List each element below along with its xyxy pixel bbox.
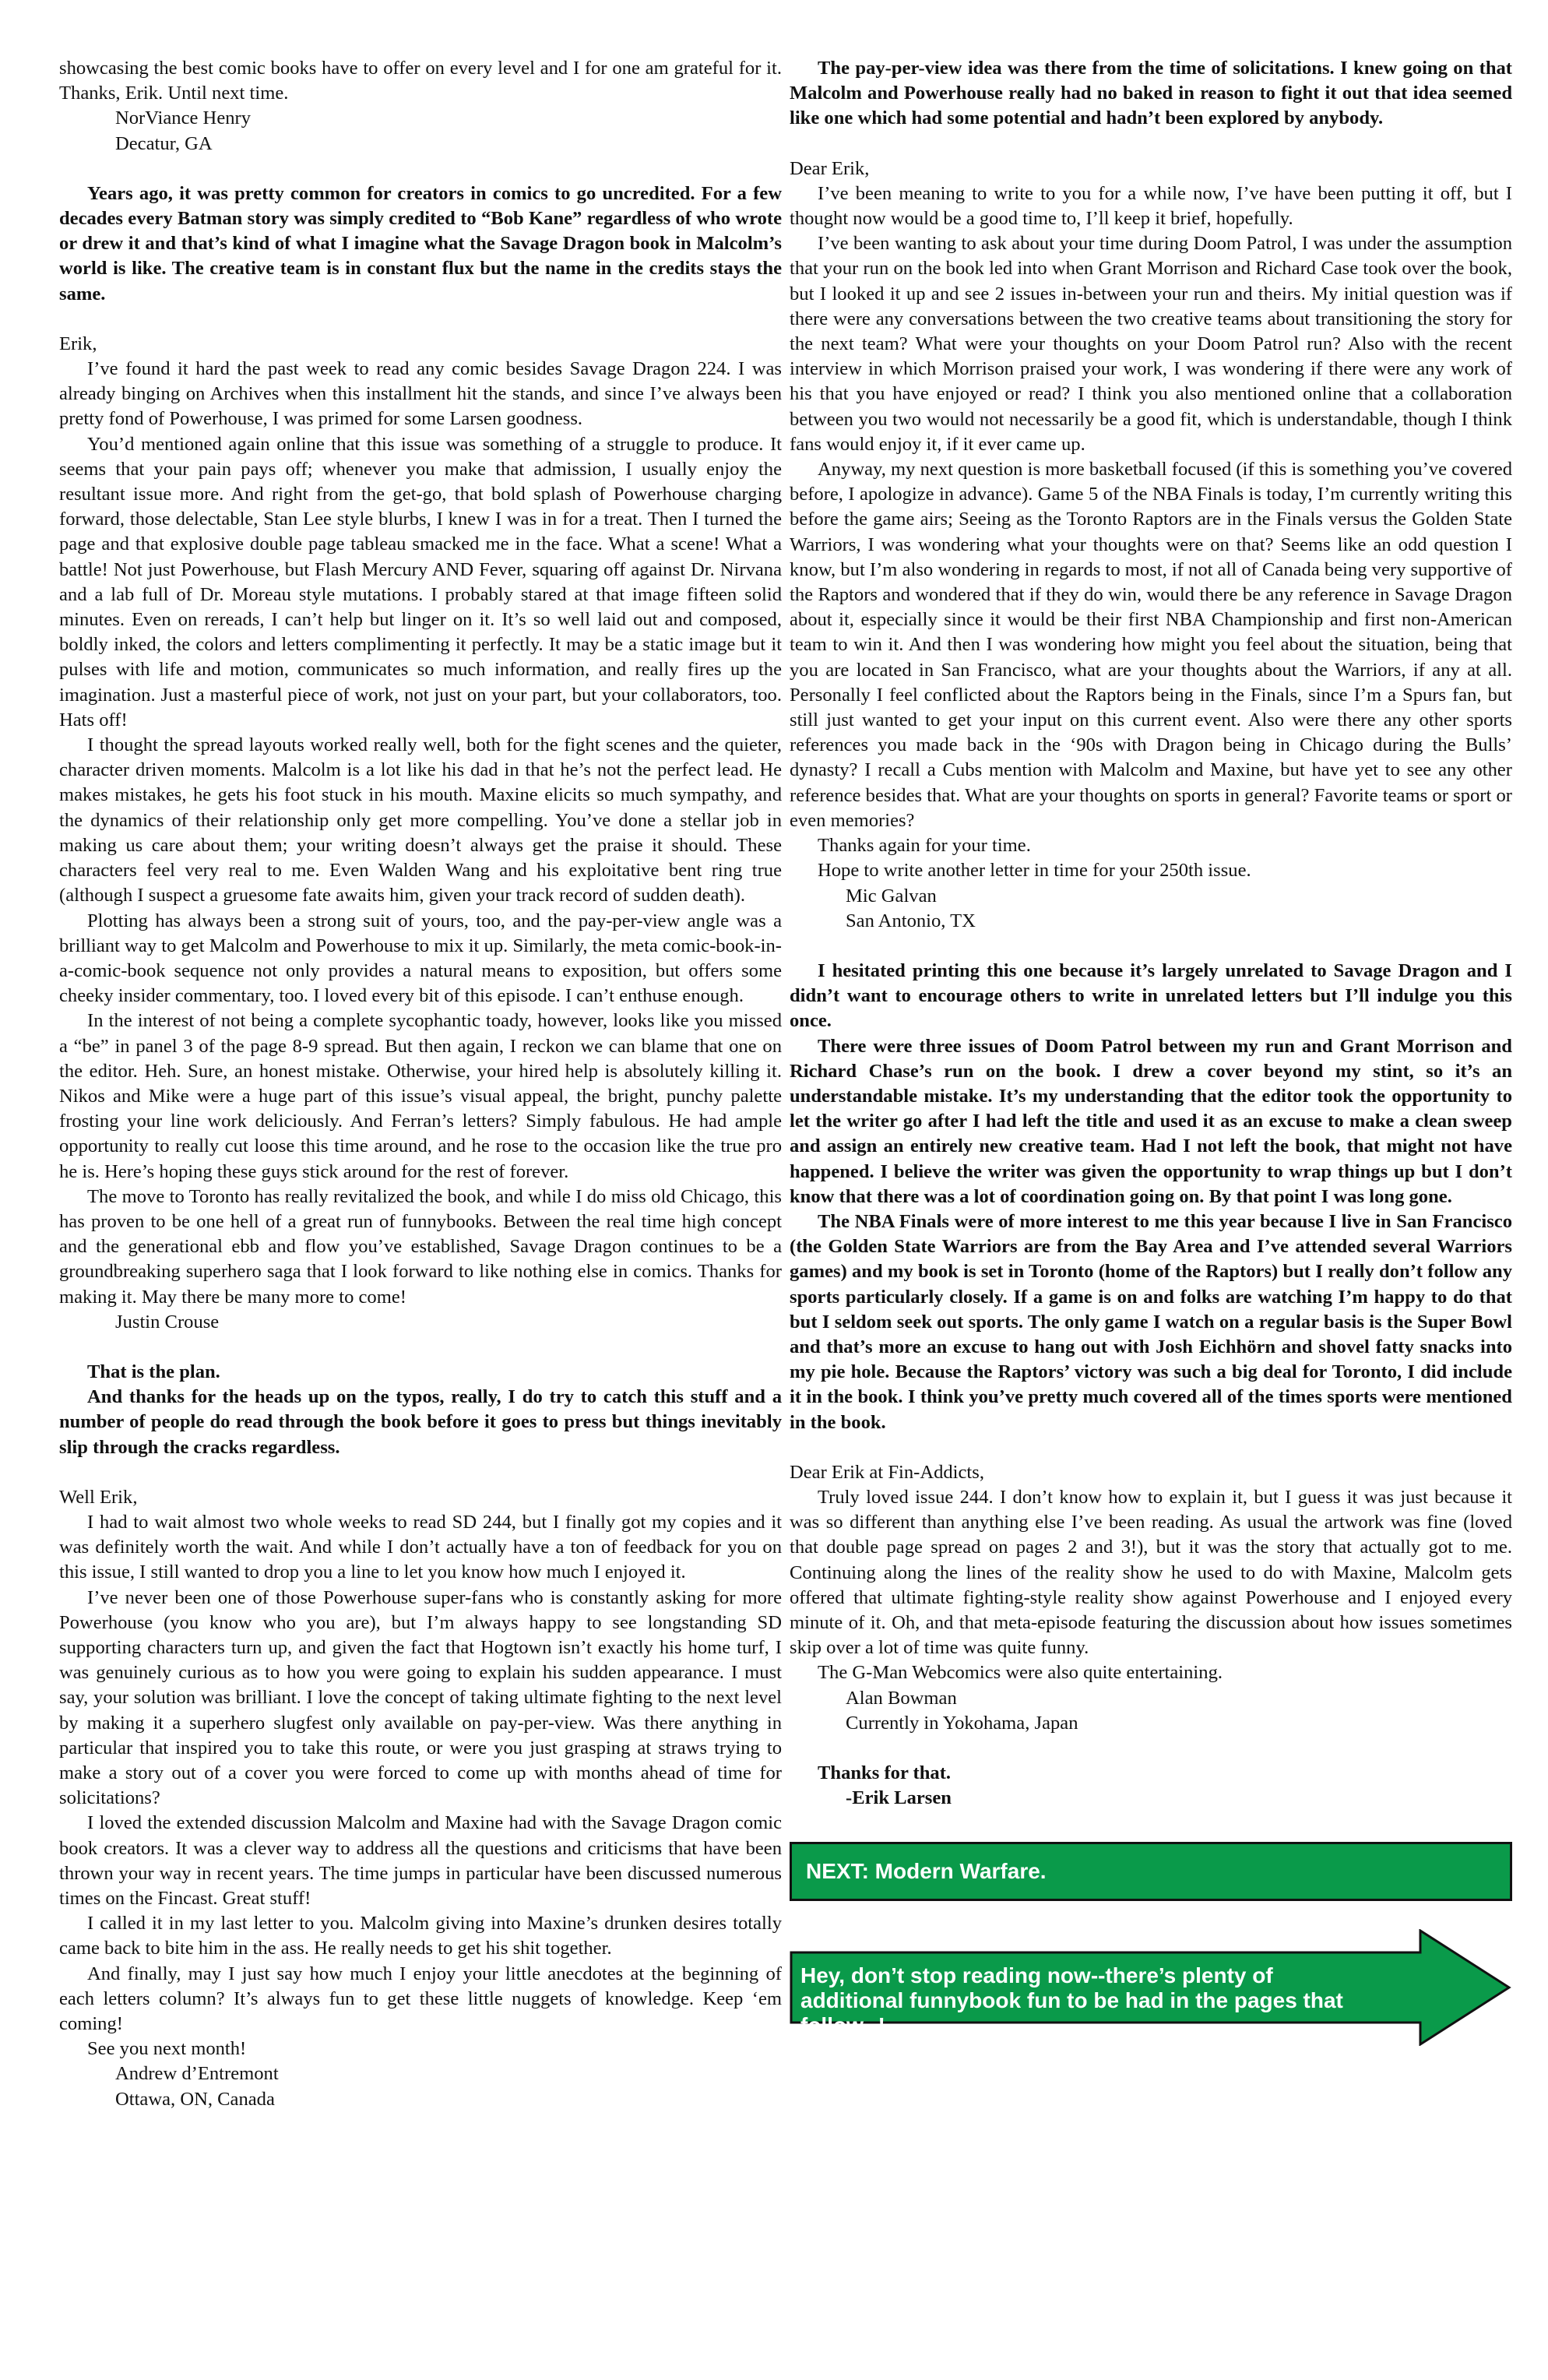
letter-salutation: Dear Erik, [790,157,870,179]
editor-reply-paragraph: And thanks for the heads up on the typos, really, I do try to catch this stuff and a number of people do read through the book before it goes to press but things inevitably slip through the cracks regardless. [59,1386,782,1458]
letter-paragraph: You’d mentioned again online that this issue was something of a struggle to produce. It seems that your pain pays off; whenever you make that admission, I usually enjoy the resultant issue more. And right from the get-go, that bold splash of Powerhouse charging forward, those delectable, Stan Lee style blurbs, I knew I was in for a treat. Then I turned the page and that explosive double page tableau smacked me in the face. What a scene! What a battle! Not just Powerhouse, but Flash Mercury AND Fever, squaring off against Dr. Nirvana and a lab full of Dr. Moreau style mutations. I probably stared at that image fifteen solid minutes. Even on rereads, I can’t help but linger on it. It’s so well laid out and composed, boldly inked, the colors and letters complimenting it perfectly. It may be a static image but it pulses with life and motion, communicates so much information, and really fires up the imagination. Just a masterful piece of work, not just on your part, but your collaborators, too. Hats off! [59,433,782,731]
editor-reply-paragraph: The pay-per-view idea was there from the time of solicitations. I knew going on that Malcolm and Powerhouse really had no baked in reason to fight it out that idea seemed like one which had some potential and hadn’t been explored by anybody. [790,58,1512,129]
paragraph-gap [59,1460,782,1485]
letter-paragraph: Anyway, my next question is more basketball focused (if this is something you’ve covered before, I apologize in advance). Game 5 of the NBA Finals is today, I’m currently writing this before the game airs; Seeing as the Toronto Raptors are in the Finals versus the Golden State Warriors, I was wondering what your thoughts were on that? Seems like an odd question I know, but I’m also wondering in regards to most, if not all of Canada being very supportive of the Raptors and wondered that if they do win, would there be any reference in Savage Dragon about it, especially since it would be their first NBA Championship and first non-American team to win it. And then I was wondering how might you feel about the situation, being that you are located in San Francisco, what are your thoughts about the Warriors, if any at all. Personally I feel conflicted about the Raptors being in the Finals, since I’m a Spurs fan, but still just wanted to get your input on this current event. Also were there any other sports references you made back in the ‘90s with Dragon being in Chicago during the Bulls’ dynasty? I recall a Cubs mention with Malcolm and Maxine, but have yet to see any other reference besides that. What are your thoughts on sports in general? Favorite teams or sport or even memories? [790,459,1512,831]
paragraph-gap [790,1435,1512,1460]
right-column [790,56,1512,2046]
letter-paragraph: Plotting has always been a strong suit of yours, too, and the pay-per-view angle was a brilliant way to get Malcolm and Powerhouse to mix it up. Similarly, the meta comic-book-in-a-comic-book sequence not only provides a natural means to exposition, but offers some cheeky insider commentary, too. I loved every bit of this episode. I can’t enthuse enough. [59,910,782,1007]
right-column-text [790,56,1512,1811]
letter-salutation: Erik, [59,333,97,354]
editor-reply-paragraph: There were three issues of Doom Patrol between my run and Grant Morrison and Richard Chase’s run on the book. I drew a cover beyond my stint, so it’s an understandable mistake. It’s my understanding that the editor took the opportunity to let the writer go after I had left the title and used it as an excuse to make a clean sweep and assign an entirely new creative team. Had I not left the book, that might not have happened. I believe the writer was given the opportunity to wrap things up but I don’t know that there was a lot of coordination going on. By that point I was long gone. [790,1035,1512,1207]
letter-signature-line: NorViance Henry [115,107,252,129]
letter-paragraph: I thought the spread layouts worked really well, both for the fight scenes and the quieter, character driven moments. Malcolm is a lot like his dad in that he’s not the perfect lead. He makes mistakes, he gets his foot stuck in his mouth. Maxine elicits so much sympathy, and the dynamics of their relationship only get more compelling. You’ve done a stellar job in making us care about them; your writing doesn’t always get the praise it should. These characters feel very real to me. Even Walden Wang and his exploitative bent ring true (although I suspect a gruesome fate awaits him, given your track record of sudden death). [59,734,782,907]
continue-reading-arrow [790,1929,1512,2046]
letter-paragraph: I’ve found it hard the past week to read any comic besides Savage Dragon 224. I was already binging on Archives when this installment hit the stands, and since I’ve always been pretty fond of Powerhouse, I was primed for some Larsen goodness. [59,358,782,430]
letter-signature-line: Alan Bowman [846,1687,957,1709]
letter-paragraph: The move to Toronto has really revitalized the book, and while I do miss old Chicago, this has proven to be one hell of a great run of funnybooks. Between the real time high concept and the generational ebb and flow you’ve established, Savage Dragon continues to be a groundbreaking superhero saga that I look forward to like nothing else in comics. Thanks for making it. May there be many more to come! [59,1185,782,1308]
editor-reply-paragraph: I hesitated printing this one because it’s largely unrelated to Savage Dragon and I didn’t want to encourage others to write in unrelated letters but I’ll indulge you this once. [790,959,1512,1032]
letter-signature-line: Justin Crouse [115,1311,220,1333]
letter-signature-line: Decatur, GA [115,132,213,154]
letter-paragraph: I’ve been meaning to write to you for a while now, I’ve have been putting it off, but I thought now would be a good time to, I’ll keep it brief, hopefully. [790,182,1512,230]
letter-salutation: showcasing the best comic books have to offer on every level and I for one am grateful for it. Thanks, Erik. Until next time. [59,58,782,104]
letter-paragraph: I loved the extended discussion Malcolm and Maxine had with the Savage Dragon comic book creators. It was a clever way to address all the questions and criticisms that have been thrown your way in recent years. The time jumps in particular have been discussed numerous times on the Fincast. Great stuff! [59,1812,782,1910]
paragraph-gap [790,1736,1512,1761]
letter-paragraph: And finally, may I just say how much I enjoy your little anecdotes at the beginning of each letters column? It’s always fun to get these little nuggets of knowledge. Keep ‘em coming! [59,1963,782,2035]
letter-signature-line: Andrew d’Entremont [115,2063,279,2085]
letter-signature-line: Ottawa, ON, Canada [115,2088,275,2110]
letter-signature-line: Thanks again for your time. [818,835,1031,857]
editor-reply-paragraph: Years ago, it was pretty common for creators in comics to go uncredited. For a few decades every Batman story was simply credited to “Bob Kane” regardless of who wrote or drew it and that’s kind of what I imagine what the Savage Dragon book in Malcolm’s world is like. The creative team is in constant flux but the name in the credits stays the same. [59,182,782,305]
letter-paragraph: The G-Man Webcomics were also quite entertaining. [818,1662,1223,1684]
editor-signature-line: -Erik Larsen [846,1787,952,1809]
paragraph-gap [790,132,1512,157]
letter-paragraph: I called it in my last letter to you. Malcolm giving into Maxine’s drunken desires totally came back to bite him in the ass. He really needs to get his shit together. [59,1913,782,1959]
paragraph-gap [790,934,1512,959]
paragraph-gap [59,157,782,181]
next-issue-text: NEXT: Modern Warfare. [806,1859,1047,1884]
letter-paragraph: See you next month! [87,2038,247,2060]
letter-paragraph: In the interest of not being a complete sycophantic toady, however, looks like you missed a “be” in panel 3 of the page 8-9 spread. But then again, I reckon we can blame that one on the editor. Heh. Sure, an honest mistake. Otherwise, your hired help is absolutely killing it. Nikos and Mike were a huge part of this issue’s visual appeal, the bright, punchy palette frosting your line work deliciously. And Ferran’s letters? Simply fabulous. He had ample opportunity to really cut loose this time around, and he rose to the occasion like the true pro he is. Here’s hoping these guys stick around for the rest of forever. [59,1010,782,1182]
editor-signature-line: Thanks for that. [818,1762,952,1783]
letter-salutation: Well Erik, [59,1486,138,1508]
paragraph-gap [59,307,782,332]
letter-paragraph: I’ve never been one of those Powerhouse super-fans who is constantly asking for more Powerhouse (you know who you are), but I’m always happy to see longstanding SD supporting characters turn up, and given the fact that Hogtown isn’t exactly his home turf, I was genuinely curious as to how you were going to explain his sudden appearance. I must say, your solution was brilliant. I love the concept of taking ultimate fighting to the next level by making it a superhero slugfest only available on pay-per-view. Was there anything in particular that inspired you to take this route, or were you just grasping at straws trying to make a story out of a cover you were forced to come up with months ahead of time for solicitations? [59,1586,782,1809]
letter-signature-line: Mic Galvan [846,885,937,907]
letter-salutation: Dear Erik at Fin-Addicts, [790,1461,984,1483]
continue-reading-text: Hey, don’t stop reading now--there’s plenty of additional funnybook fun to be had in the pages that follow--! [800,1963,1343,2038]
next-issue-banner [790,1842,1512,1901]
editor-reply-paragraph: The NBA Finals were of more interest to me this year because I live in San Francisco (the Golden State Warriors are from the Bay Area and I’ve attended several Warriors games) and my book is set in Toronto (home of the Raptors) but I really don’t follow any sports particularly closely. If a game is on and folks are watching I’m happy to do that but I seldom seek out sports. The only game I watch on a regular basis is the Super Bowl and that’s more an excuse to hang out with Josh Eichhörn and shovel fatty snacks into my pie hole. Because the Raptors’ victory was such a big deal for Toronto, I did include it in the book. I think you’ve pretty much covered all of the times sports were mentioned in the book. [790,1210,1512,1433]
letter-paragraph: I had to wait almost two whole weeks to read SD 244, but I finally got my copies and it was definitely worth the wait. And while I don’t actually have a ton of feedback for you on this issue, I still wanted to drop you a line to let you know how much I enjoyed it. [59,1511,782,1583]
letter-signature-line: Currently in Yokohama, Japan [846,1712,1078,1734]
left-column [59,56,782,2112]
letter-paragraph: I’ve been wanting to ask about your time during Doom Patrol, I was under the assumption that your run on the book led into when Grant Morrison and Richard Case took over the book, but I looked it up and see 2 issues in-between your run and theirs. My initial question was if there were any conversations between the two creative teams about transitioning the story for the next team? What were your thoughts on your Doom Patrol run? Also with the recent interview in which Morrison praised your work, I was wondering if there were any work of his that you have enjoyed or read? I think you also mentioned online that a collaboration between you two would not necessarily be a good fit, which is understandable, though I think fans would enjoy it, if it ever came up. [790,233,1512,455]
editor-reply-paragraph: That is the plan. [87,1361,220,1382]
letter-signature-line: Hope to write another letter in time for your 250th issue. [818,860,1251,882]
letter-paragraph: Truly loved issue 244. I don’t know how to explain it, but I guess it was just because it was so different than anything else I’ve been reading. As usual the artwork was fine (loved that double page spread on pages 2 and 3!), but it was the story that actually got to me. Continuing along the lines of the reality show he used to do with Maxine, Malcolm gets offered that ultimate fighting-style reality show against Powerhouse and I enjoyed every minute of it. Oh, and that meta-episode featuring the discussion about how issues sometimes skip over a lot of time was quite funny. [790,1486,1512,1659]
letter-signature-line: San Antonio, TX [846,910,976,931]
paragraph-gap [59,1335,782,1360]
